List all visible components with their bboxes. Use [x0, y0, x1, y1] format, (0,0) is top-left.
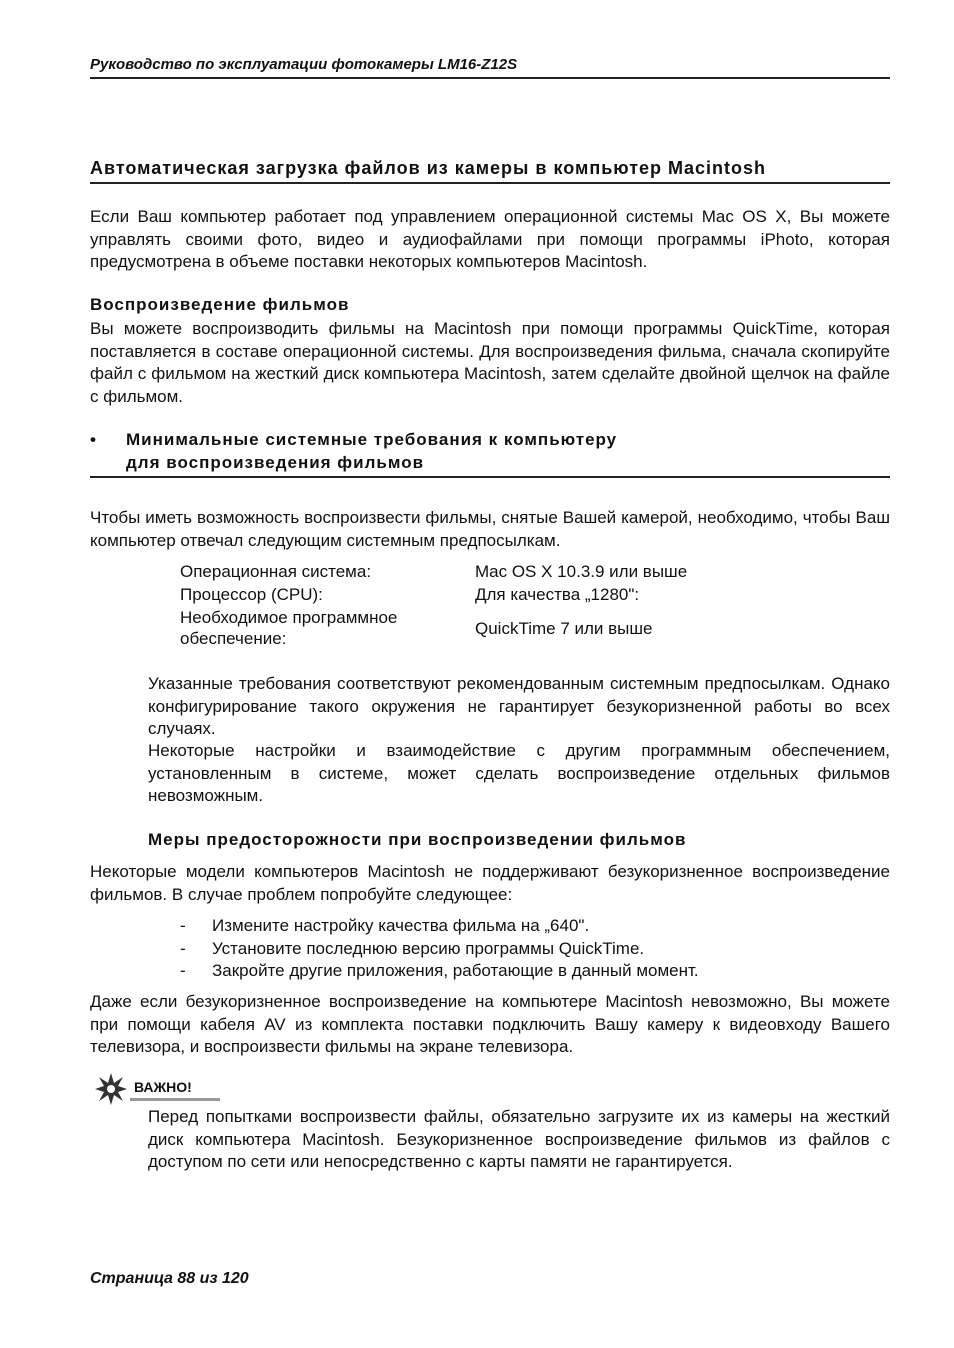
section-title: Автоматическая загрузка файлов из камеры в компьютер Macintosh	[90, 158, 890, 184]
requirement-key: Процессор (CPU):	[180, 585, 323, 604]
requirements-note-2: Некоторые настройки и взаимодействие с другим программным обеспечением, установленным в системе, может сделать воспроизведение отдельных фильмов невозможным.	[148, 741, 890, 805]
requirement-row	[180, 560, 740, 583]
list-item: - Измените настройку качества фильма на „640".	[180, 916, 590, 935]
precautions-intro: Некоторые модели компьютеров Macintosh не поддерживают безукоризненное воспроизведение фильмов. В случае проблем попробуйте следующее:	[90, 862, 890, 904]
burst-star-icon	[94, 1072, 128, 1106]
requirement-value: Для качества „1280":	[475, 585, 640, 604]
precautions-outro: Даже если безукоризненное воспроизведение на компьютере Macintosh невозможно, Вы можете при помощи кабеля AV из комплекта поставки подключить Вашу камеру к видеовходу Вашего телевизора, и воспроизвести фильмы на экране телевизора.	[90, 992, 890, 1056]
requirement-value: QuickTime 7 или выше	[475, 618, 653, 638]
requirements-note-1: Указанные требования соответствуют рекомендованным системным предпосылкам. Однако конфигурирование такого окружения не гарантирует безукоризненной работы во всех случаях.	[148, 674, 890, 738]
list-item: - Закройте другие приложения, работающие в данный момент.	[180, 961, 699, 980]
important-text: Перед попытками воспроизвести файлы, обязательно загрузите их из камеры на жесткий диск компьютера Macintosh. Безукоризненное воспроизведение фильмов из файлов с доступом по сети или непосредственно с карты памяти не гарантируется.	[148, 1107, 890, 1171]
playback-heading: Воспроизведение фильмов	[90, 295, 350, 314]
requirements-intro: Чтобы иметь возможность воспроизвести фильмы, снятые Вашей камерой, необходимо, чтобы Ваш компьютер отвечал следующим системным предпосылкам.	[90, 508, 890, 550]
requirements-table	[180, 560, 740, 650]
running-header: Руководство по эксплуатации фотокамеры LM16-Z12S	[90, 56, 890, 79]
playback-paragraph: Вы можете воспроизводить фильмы на Macintosh при помощи программы QuickTime, которая поставляется в составе операционной системы. Для воспроизведения фильма, сначала скопируйте файл с фильмом на жесткий диск компьютера Macintosh, затем сделайте двойной щелчок на файле с фильмом.	[90, 319, 890, 406]
important-label: ВАЖНО!	[130, 1077, 220, 1101]
requirements-heading-line1: Минимальные системные требования к компьютеру	[126, 430, 618, 449]
requirement-row	[180, 606, 740, 650]
bullet-marker: •	[90, 430, 97, 449]
precautions-list	[180, 915, 699, 983]
requirements-heading-line2: для воспроизведения фильмов	[126, 453, 425, 472]
precautions-heading: Меры предосторожности при воспроизведении фильмов	[148, 830, 687, 849]
intro-paragraph: Если Ваш компьютер работает под управлением операционной системы Mac OS X, Вы можете управлять своими фото, видео и аудиофайлами при помощи программы iPhoto, которая предусмотрена в объеме поставки некоторых компьютеров Macintosh.	[90, 207, 890, 271]
page-number: Страница 88 из 120	[90, 1270, 249, 1287]
requirement-value: Mac OS X 10.3.9 или выше	[475, 562, 688, 581]
requirement-row	[180, 583, 740, 606]
requirement-key: Необходимое программное обеспечение:	[180, 608, 398, 648]
requirements-heading	[90, 428, 890, 478]
important-callout	[94, 1072, 220, 1106]
list-item: - Установите последнюю версию программы QuickTime.	[180, 938, 645, 958]
requirement-key: Операционная система:	[180, 562, 372, 581]
